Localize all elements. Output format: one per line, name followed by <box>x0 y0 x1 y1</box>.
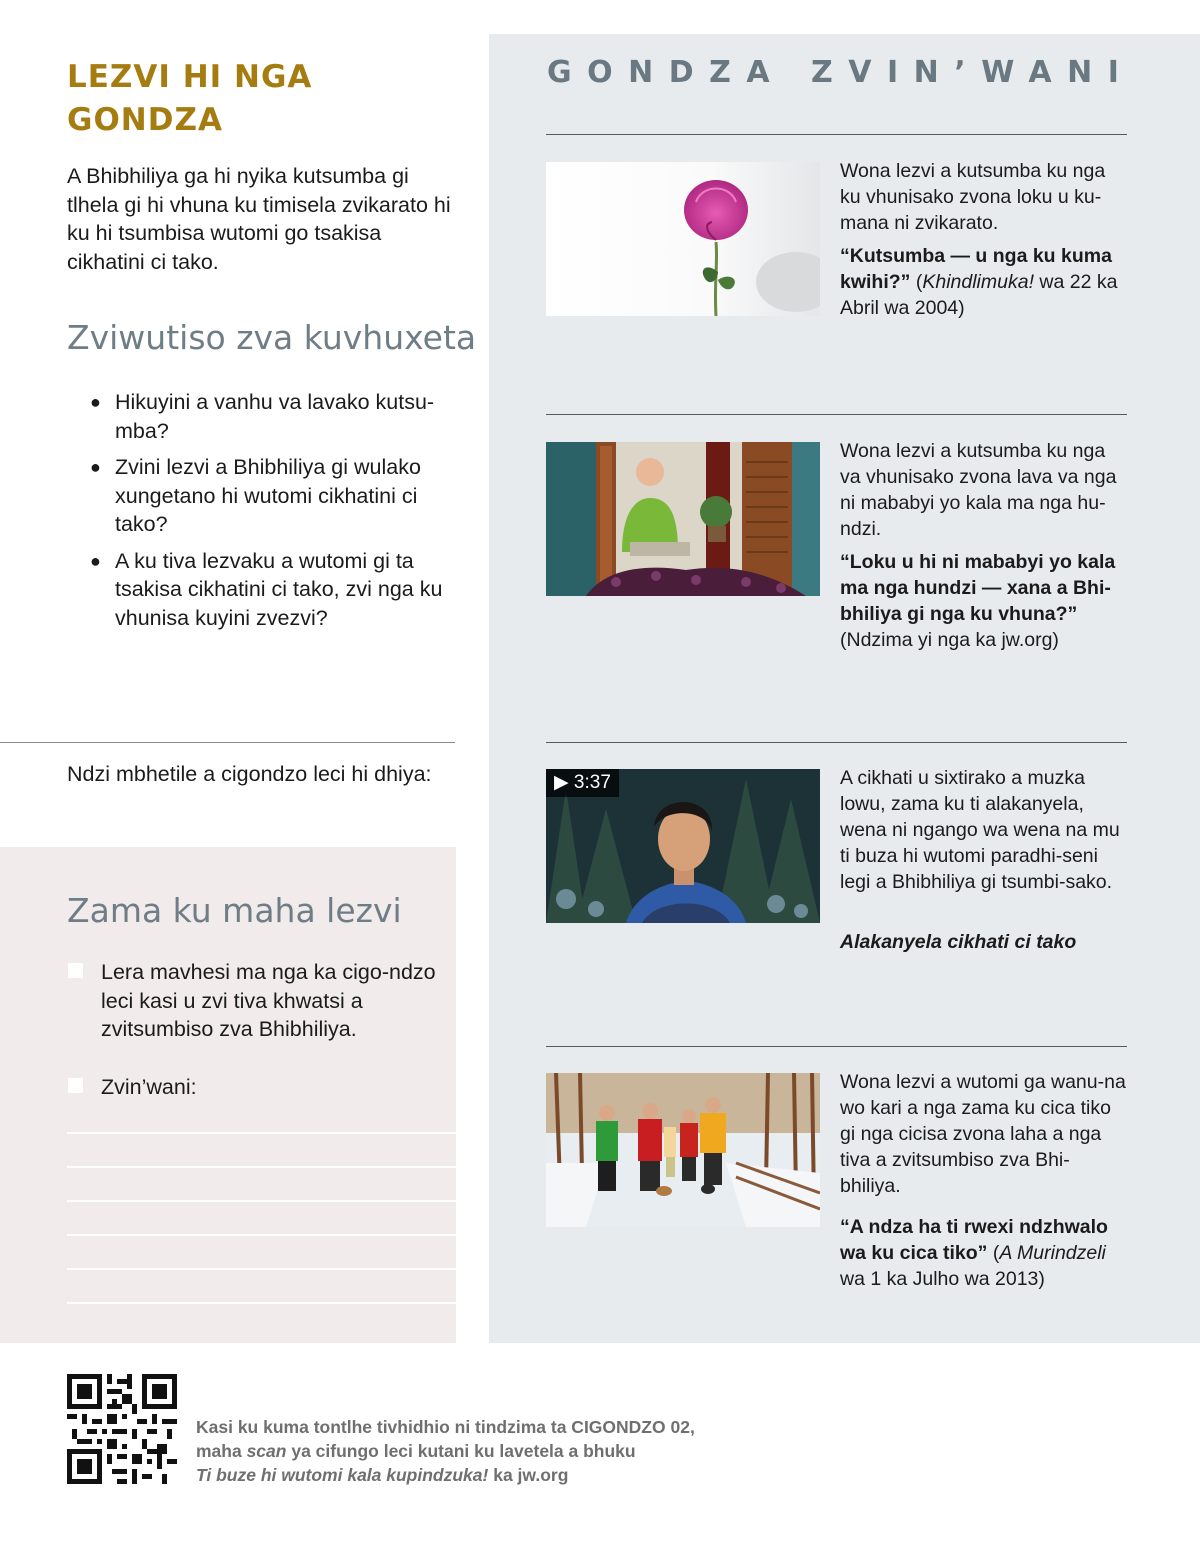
resource-description: Wona lezvi a wutomi ga wanu-na wo kari a nga zama ku cica tiko gi nga cicisa zvona laha a nga tiva a zvitsumbiso zva Bhi-bhiliya. <box>840 1071 1126 1197</box>
note-line[interactable] <box>67 1132 456 1134</box>
bullet-icon: ● <box>90 457 101 477</box>
family-snow-photo-icon[interactable] <box>546 1073 820 1227</box>
list-item: ● Zvini lezvi a Bhibhiliya gi wulako xungetano hi wutomi cikhatini ci tako? <box>90 455 421 536</box>
man-forest-video-icon[interactable] <box>546 769 820 923</box>
page-title: LEZVI HI NGA GONDZA <box>67 59 313 138</box>
resource-reference[interactable]: “Kutsumba — u nga ku kuma kwihi?” (Khindlimuka! wa 22 ka Abril wa 2004) <box>840 245 1118 319</box>
play-icon[interactable]: ▶ <box>554 772 569 793</box>
divider <box>546 414 1127 415</box>
review-title: Zama ku maha lezvi <box>67 891 402 930</box>
questions-title: Zviwutiso zva kuvhuxeta <box>67 318 477 357</box>
note-line[interactable] <box>67 1234 456 1236</box>
divider <box>546 742 1127 743</box>
checkbox-label: Lera mavhesi ma nga ka cigo-ndzo leci kasi u zvi tiva khwatsi a zvitsumbiso zva Bhibhiliya. <box>101 960 436 1041</box>
studied-on-label: Ndzi mbhetile a cigondzo leci hi dhiya: <box>67 762 432 786</box>
list-item: ● A ku tiva lezvaku a wutomi gi ta tsakisa cikhatini ci tako, zvi nga ku vhunisa kuyini zvezvi? <box>90 548 443 630</box>
checkbox[interactable] <box>68 1078 83 1093</box>
note-line[interactable] <box>67 1166 456 1168</box>
intro-text: A Bhibhiliya ga hi nyika kutsumba gi tlhela gi hi vhuna ku timisela zvikarato hi ku hi tsumbisa wutomi go tsakisa cikhatini ci tako. <box>67 164 451 274</box>
note-line[interactable] <box>67 1268 456 1270</box>
learn-more-title: GONDZA ZVIN’WANI <box>547 55 1135 90</box>
list-item: ● Hikuyini a vanhu va lavako kutsu-mba? <box>90 390 435 443</box>
flower-photo-icon[interactable] <box>546 162 820 316</box>
checkbox-label: Zvin’wani: <box>101 1075 197 1099</box>
divider <box>0 742 455 743</box>
divider <box>546 1046 1127 1047</box>
resource-description: A cikhati u sixtirako a muzka lowu, zama ku ti alakanyela, wena ni ngango wa wena na mu ti buza hi wutomi paradhi-seni legi a Bhibhiliya gi tsumbi-sako. <box>840 767 1120 893</box>
resource-reference[interactable]: Alakanyela cikhati ci tako <box>840 931 1077 953</box>
resource-description: Wona lezvi a kutsumba ku nga ku vhunisako zvona loku u ku-mana ni zvikarato. <box>840 160 1106 234</box>
footer-note: Kasi ku kuma tontlhe tivhidhio ni tindzima ta CIGONDZO 02, maha scan ya cifungo leci kutani ku lavetela a bhuku Ti buze hi wutomi kala kupindzuka! ka jw.org <box>196 1417 695 1485</box>
qr-code-icon[interactable] <box>67 1374 177 1484</box>
resource-description: Wona lezvi a kutsumba ku nga va vhunisako zvona lava va nga ni mababyi yo kala ma nga hu-ndzi. <box>840 440 1117 540</box>
man-wheelchair-photo-icon[interactable] <box>546 442 820 596</box>
divider <box>546 134 1127 135</box>
bullet-icon: ● <box>90 392 101 412</box>
resource-reference[interactable]: “Loku u hi ni mababyi yo kala ma nga hundzi — xana a Bhi-bhiliya gi nga ku vhuna?” (Ndzima yi nga ka jw.org) <box>840 551 1116 651</box>
resource-reference[interactable]: “A ndza ha ti rwexi ndzhwalo wa ku cica tiko” (A Murindzeli wa 1 ka Julho wa 2013) <box>840 1216 1108 1290</box>
questions-list <box>90 388 462 640</box>
video-duration: ▶ 3:37 <box>546 769 619 797</box>
bullet-icon: ● <box>90 550 101 571</box>
note-line[interactable] <box>67 1302 456 1304</box>
checkbox[interactable] <box>68 963 83 978</box>
note-line[interactable] <box>67 1200 456 1202</box>
